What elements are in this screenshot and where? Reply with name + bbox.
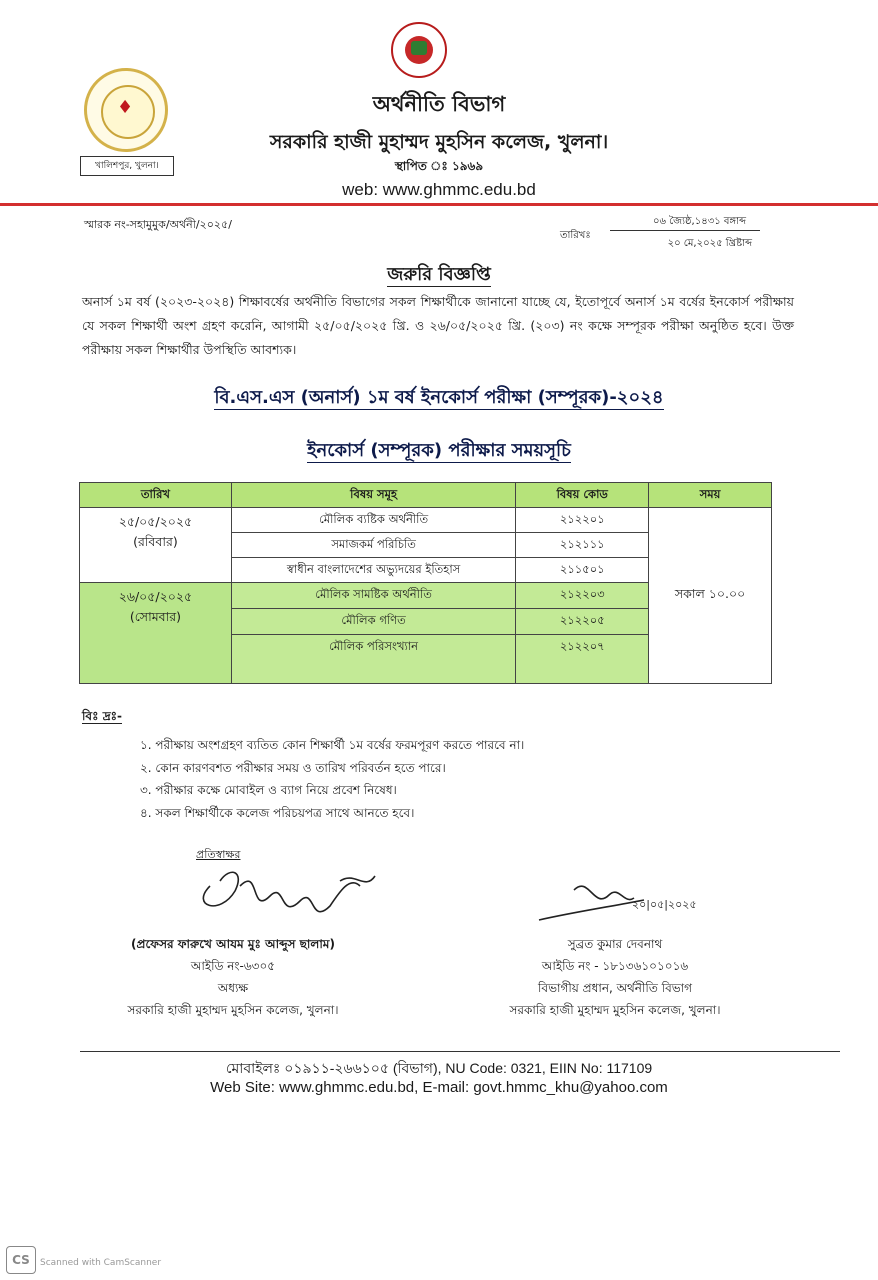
subject-code: ২১২২০১ — [516, 508, 649, 533]
subject-code: ২১২২০৩ — [516, 583, 649, 609]
note-item: ১. পরীক্ষায় অংশগ্রহণ ব্যতিত কোন শিক্ষার্থী ১ম বর্ষের ফরমপূরণ করতে পারবে না। — [140, 738, 525, 752]
note-item: ২. কোন কারণবশত পরীক্ষার সময় ও তারিখ পরিবর্তন হতে পারে। — [140, 760, 446, 775]
date-cell: ২৫/০৫/২০২৫ (রবিবার) — [80, 508, 232, 583]
date-bangla: ০৬ জ্যৈষ্ঠ,১৪৩১ বঙ্গাব্দ — [652, 216, 746, 227]
subject-name: সমাজকর্ম পরিচিতি — [231, 533, 516, 558]
notes-title: বিঃ দ্রঃ- — [82, 709, 123, 723]
header-time: সময় — [649, 483, 772, 508]
subject-name: মৌলিক সামষ্টিক অর্থনীতি — [231, 583, 516, 609]
exam-heading: বি.এস.এস (অনার্স) ১ম বর্ষ ইনকোর্স পরীক্ষা (সম্পূরক)-২০২৪ — [214, 387, 664, 408]
footer-divider — [80, 1051, 840, 1052]
schedule-table — [79, 482, 772, 684]
college-name: সরকারি হাজী মুহাম্মদ মুহসিন কলেজ, খুলনা। — [269, 131, 609, 153]
time-cell: সকাল ১০.০০ — [649, 508, 772, 684]
subject-code: ২১২২০৫ — [516, 608, 649, 634]
table-row — [80, 508, 772, 533]
principal-title: অধ্যক্ষ — [217, 981, 249, 995]
subject-name: মৌলিক ব্যষ্টিক অর্থনীতি — [231, 508, 516, 533]
footer-web: Web Site: www.ghmmc.edu.bd, E-mail: govt.hmmc_khu@yahoo.com — [210, 1079, 668, 1096]
subject-name: স্বাধীন বাংলাদেশের অভ্যুদয়ের ইতিহাস — [231, 558, 516, 583]
table-header-row — [80, 483, 772, 508]
subject-name: মৌলিক পরিসংখ্যান — [231, 634, 516, 684]
principal-org: সরকারি হাজী মুহাম্মদ মুহসিন কলেজ, খুলনা। — [127, 1003, 339, 1017]
header-date: তারিখ — [80, 483, 232, 508]
header-subjects: বিষয় সমূহ — [231, 483, 516, 508]
website: web: www.ghmmc.edu.bd — [342, 180, 536, 199]
header-code: বিষয় কোড — [516, 483, 649, 508]
logo-caption: খালিশপুর, খুলনা। — [80, 156, 174, 176]
department-title: অর্থনীতি বিভাগ — [372, 92, 506, 116]
footer-contact: মোবাইলঃ ০১৯১১-২৬৬১০৫ (বিভাগ), NU Code: 0321, EIIN No: 117109 — [225, 1060, 653, 1076]
scanner-watermark: Scanned with CamScanner — [40, 1258, 162, 1268]
countersign-label: প্রতিস্বাক্ষর — [196, 848, 241, 861]
notes-list — [140, 734, 524, 824]
memo-number: স্মারক নং-সহামুমুক/অর্থনী/২০২৫/ — [84, 218, 232, 231]
subject-name: মৌলিক গণিত — [231, 608, 516, 634]
principal-name: (প্রফেসর ফারুখে আযম মুঃ আব্দুস ছালাম) — [131, 937, 335, 951]
head-org: সরকারি হাজী মুহাম্মদ মুহসিন কলেজ, খুলনা। — [509, 1003, 721, 1017]
head-block — [480, 933, 750, 1021]
subject-code: ২১২১১১ — [516, 533, 649, 558]
established-year: স্থাপিত ঃ ১৯৬৯ — [394, 159, 484, 173]
head-id: আইডি নং - ১৮১৩৬১০১০১৬ — [541, 959, 689, 973]
note-item: ৩. পরীক্ষার কক্ষে মোবাইল ও ব্যাগ নিয়ে প্রবেশ নিষেধ। — [140, 783, 397, 797]
subject-code: ২১১৫০১ — [516, 558, 649, 583]
head-name: সুব্রত কুমার দেবনাথ — [567, 937, 663, 951]
subject-code: ২১২২০৭ — [516, 634, 649, 684]
head-signature — [534, 870, 724, 930]
date-english: ২০ মে,২০২৫ খ্রিষ্টাব্দ — [667, 238, 752, 249]
date-block — [560, 212, 760, 252]
header-divider — [0, 203, 878, 206]
date-cell: ২৬/০৫/২০২৫ (সোমবার) — [80, 583, 232, 684]
principal-signature — [190, 846, 390, 936]
head-title: বিভাগীয় প্রধান, অর্থনীতি বিভাগ — [537, 981, 693, 995]
notice-body: অনার্স ১ম বর্ষ (২০২৩-২০২৪) শিক্ষাবর্ষের অর্থনীতি বিভাগের সকল শিক্ষার্থীকে জানানো যাচ্ছে যে, ইতোপূর্বে অনার্স ১ম বর্ষের ইনকোর্স পরীক্ষায় যে সকল শিক্ষার্থী অংশ গ্রহণ করেনি, আগামী ২৫/০৫/২০২৫ খ্রি. ও ২৬/০৫/২০২৫ খ্রি. (২০৩) নং কক্ষে সম্পূরক পরীক্ষা অনুষ্ঠিত হবে। উক্ত পরীক্ষায় সকল শিক্ষার্থীর উপস্থিতি আবশ্যক। — [82, 294, 794, 357]
note-item: ৪. সকল শিক্ষার্থীকে কলেজ পরিচয়পত্র সাথে আনতে হবে। — [140, 805, 415, 820]
government-seal — [391, 22, 447, 78]
svg-text:২০|০৫|২০২৫: ২০|০৫|২০২৫ — [632, 898, 697, 911]
schedule-heading: ইনকোর্স (সম্পূরক) পরীক্ষার সময়সূচি — [307, 440, 571, 461]
principal-id: আইডি নং-৬৩০৫ — [190, 959, 276, 973]
leaf-icon: ♦ — [117, 97, 134, 118]
date-label: তারিখঃ — [560, 230, 591, 241]
notice-title: জরুরি বিজ্ঞপ্তি — [387, 264, 491, 285]
camscanner-icon: CS — [6, 1246, 36, 1274]
principal-block — [108, 933, 358, 1021]
